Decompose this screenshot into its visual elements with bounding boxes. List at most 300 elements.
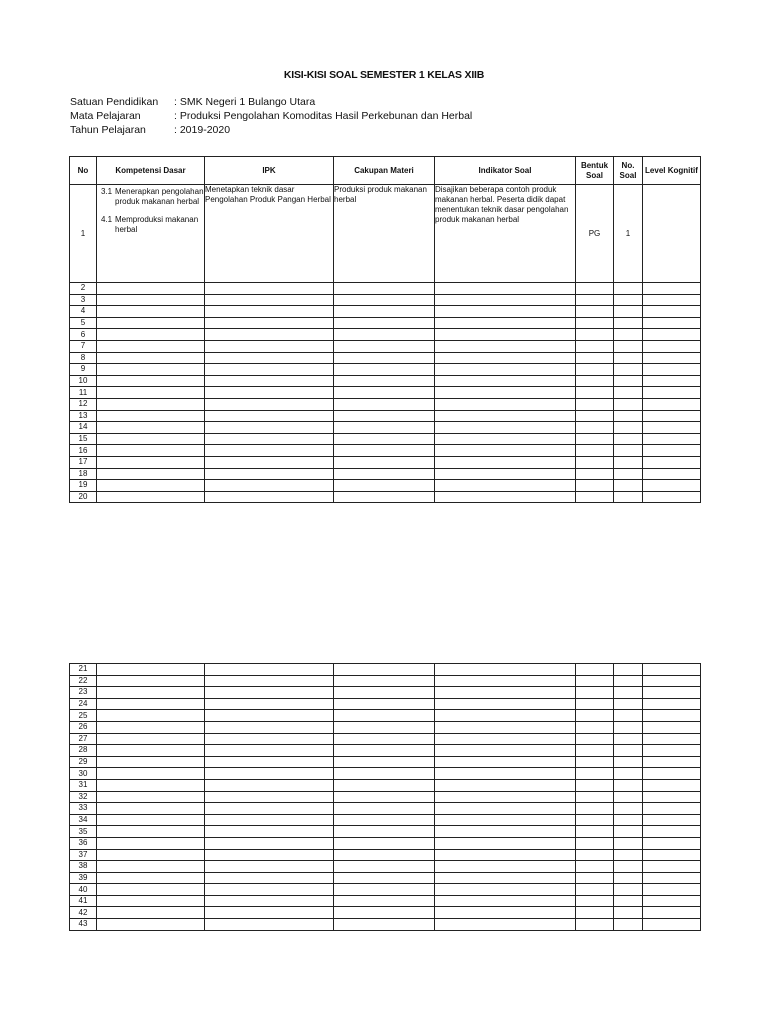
row-number: 23	[70, 687, 97, 699]
empty-cell	[334, 364, 435, 376]
empty-cell	[643, 675, 701, 687]
empty-cell	[576, 791, 614, 803]
empty-cell	[576, 756, 614, 768]
empty-cell	[205, 340, 334, 352]
empty-cell	[435, 803, 576, 815]
empty-cell	[205, 698, 334, 710]
empty-cell	[97, 872, 205, 884]
empty-cell	[435, 352, 576, 364]
empty-cell	[643, 710, 701, 722]
empty-cell	[576, 895, 614, 907]
empty-cell	[205, 861, 334, 873]
empty-cell	[334, 687, 435, 699]
empty-cell	[576, 814, 614, 826]
empty-cell	[97, 895, 205, 907]
table-row	[70, 329, 701, 341]
table-row	[70, 317, 701, 329]
empty-cell	[97, 826, 205, 838]
empty-cell	[614, 837, 643, 849]
empty-cell	[576, 721, 614, 733]
empty-cell	[435, 687, 576, 699]
empty-cell	[614, 456, 643, 468]
empty-cell	[435, 340, 576, 352]
empty-cell	[97, 294, 205, 306]
empty-cell	[205, 283, 334, 295]
meta-label: Satuan Pendidikan	[70, 96, 159, 108]
empty-cell	[97, 329, 205, 341]
empty-cell	[97, 791, 205, 803]
row-number: 13	[70, 410, 97, 422]
empty-cell	[576, 468, 614, 480]
kd-text: Menerapkan pengolahan produk makanan herbal	[115, 187, 204, 206]
empty-cell	[643, 491, 701, 503]
empty-cell	[334, 710, 435, 722]
empty-cell	[205, 710, 334, 722]
empty-cell	[614, 340, 643, 352]
empty-cell	[643, 895, 701, 907]
row-number: 21	[70, 664, 97, 676]
empty-cell	[334, 803, 435, 815]
meta-satuan-pendidikan	[70, 95, 472, 109]
empty-cell	[97, 687, 205, 699]
empty-cell	[205, 491, 334, 503]
empty-cell	[97, 398, 205, 410]
empty-cell	[643, 340, 701, 352]
empty-cell	[614, 294, 643, 306]
empty-cell	[576, 733, 614, 745]
empty-cell	[614, 480, 643, 492]
empty-cell	[576, 329, 614, 341]
empty-cell	[614, 375, 643, 387]
empty-cell	[205, 814, 334, 826]
empty-cell	[334, 814, 435, 826]
row-number: 18	[70, 468, 97, 480]
kisi-kisi-table-page-2	[69, 663, 701, 931]
row-number: 4	[70, 306, 97, 318]
empty-cell	[435, 791, 576, 803]
empty-cell	[643, 422, 701, 434]
meta-mata-pelajaran	[70, 109, 472, 123]
empty-cell	[205, 791, 334, 803]
row-number: 39	[70, 872, 97, 884]
empty-cell	[576, 849, 614, 861]
empty-cell	[97, 433, 205, 445]
header-cakupan-materi: Cakupan Materi	[334, 157, 435, 185]
empty-cell	[334, 675, 435, 687]
row-number: 24	[70, 698, 97, 710]
header-no: No	[70, 157, 97, 185]
empty-cell	[205, 410, 334, 422]
header-no-soal: No. Soal	[614, 157, 643, 185]
empty-cell	[97, 907, 205, 919]
empty-cell	[435, 872, 576, 884]
empty-cell	[643, 803, 701, 815]
empty-cell	[205, 294, 334, 306]
row-number: 33	[70, 803, 97, 815]
meta-value: : SMK Negeri 1 Bulango Utara	[174, 96, 316, 108]
document-title: KISI-KISI SOAL SEMESTER 1 KELAS XIIB	[283, 69, 485, 81]
empty-cell	[334, 733, 435, 745]
empty-cell	[334, 445, 435, 457]
row-number: 5	[70, 317, 97, 329]
cakupan-materi-cell: Produksi produk makanan herbal	[334, 185, 435, 283]
empty-cell	[205, 433, 334, 445]
empty-cell	[334, 768, 435, 780]
empty-cell	[643, 387, 701, 399]
empty-cell	[614, 907, 643, 919]
level-kognitif-cell	[643, 185, 701, 283]
indikator-soal-cell: Disajikan beberapa contoh produk makanan herbal. Peserta didik dapat menentukan teknik dasar pengolahan produk makanan herbal	[435, 185, 576, 283]
empty-cell	[576, 803, 614, 815]
empty-cell	[97, 364, 205, 376]
empty-cell	[97, 387, 205, 399]
empty-cell	[643, 745, 701, 757]
row-number: 28	[70, 745, 97, 757]
empty-cell	[334, 491, 435, 503]
empty-cell	[97, 919, 205, 931]
empty-cell	[576, 491, 614, 503]
empty-cell	[576, 445, 614, 457]
empty-cell	[334, 919, 435, 931]
empty-cell	[435, 698, 576, 710]
empty-cell	[334, 317, 435, 329]
empty-cell	[97, 721, 205, 733]
row-number: 14	[70, 422, 97, 434]
empty-cell	[97, 861, 205, 873]
empty-cell	[614, 745, 643, 757]
empty-cell	[97, 849, 205, 861]
meta-label: Mata Pelajaran	[70, 110, 141, 122]
empty-cell	[614, 768, 643, 780]
row-number: 31	[70, 779, 97, 791]
empty-cell	[205, 317, 334, 329]
empty-cell	[97, 733, 205, 745]
empty-cell	[205, 306, 334, 318]
kompetensi-dasar-cell	[97, 185, 205, 283]
row-number: 30	[70, 768, 97, 780]
header-ipk: IPK	[205, 157, 334, 185]
empty-cell	[435, 779, 576, 791]
row-number: 2	[70, 283, 97, 295]
empty-cell	[576, 826, 614, 838]
empty-cell	[435, 410, 576, 422]
empty-cell	[643, 480, 701, 492]
empty-cell	[97, 756, 205, 768]
empty-cell	[576, 422, 614, 434]
row-number: 36	[70, 837, 97, 849]
empty-cell	[614, 872, 643, 884]
empty-cell	[97, 675, 205, 687]
empty-cell	[576, 745, 614, 757]
empty-cell	[205, 445, 334, 457]
empty-cell	[643, 664, 701, 676]
row-number: 40	[70, 884, 97, 896]
empty-cell	[97, 837, 205, 849]
empty-cell	[205, 398, 334, 410]
row-number: 37	[70, 849, 97, 861]
row-number: 12	[70, 398, 97, 410]
empty-cell	[576, 675, 614, 687]
empty-cell	[334, 664, 435, 676]
empty-cell	[435, 664, 576, 676]
empty-cell	[614, 791, 643, 803]
empty-cell	[614, 352, 643, 364]
row-number: 10	[70, 375, 97, 387]
table-header-row	[70, 157, 701, 185]
row-number: 3	[70, 294, 97, 306]
empty-cell	[576, 306, 614, 318]
empty-cell	[435, 480, 576, 492]
kd-text: Memproduksi makanan herbal	[115, 215, 199, 234]
empty-cell	[643, 907, 701, 919]
empty-cell	[614, 710, 643, 722]
table-row	[70, 861, 701, 873]
empty-cell	[614, 733, 643, 745]
empty-cell	[435, 364, 576, 376]
empty-cell	[576, 387, 614, 399]
table-row	[70, 919, 701, 931]
empty-cell	[205, 803, 334, 815]
empty-cell	[334, 791, 435, 803]
empty-cell	[576, 919, 614, 931]
empty-cell	[97, 779, 205, 791]
empty-cell	[97, 814, 205, 826]
row-number: 26	[70, 721, 97, 733]
empty-cell	[435, 375, 576, 387]
row-number: 19	[70, 480, 97, 492]
empty-cell	[643, 294, 701, 306]
empty-cell	[614, 422, 643, 434]
table-row	[70, 884, 701, 896]
empty-cell	[205, 456, 334, 468]
table-row	[70, 791, 701, 803]
no-soal-cell: 1	[614, 185, 643, 283]
empty-cell	[614, 698, 643, 710]
empty-cell	[334, 698, 435, 710]
empty-cell	[205, 837, 334, 849]
empty-cell	[334, 306, 435, 318]
empty-cell	[614, 779, 643, 791]
empty-cell	[576, 456, 614, 468]
table-row	[70, 698, 701, 710]
empty-cell	[205, 779, 334, 791]
empty-cell	[97, 456, 205, 468]
empty-cell	[643, 375, 701, 387]
table-row	[70, 468, 701, 480]
empty-cell	[435, 907, 576, 919]
empty-cell	[576, 375, 614, 387]
empty-cell	[435, 814, 576, 826]
empty-cell	[205, 375, 334, 387]
empty-cell	[205, 364, 334, 376]
table-row	[70, 340, 701, 352]
empty-cell	[576, 664, 614, 676]
empty-cell	[614, 283, 643, 295]
empty-cell	[97, 445, 205, 457]
row-number: 7	[70, 340, 97, 352]
empty-cell	[614, 387, 643, 399]
header-kompetensi-dasar: Kompetensi Dasar	[97, 157, 205, 185]
table-row	[70, 710, 701, 722]
empty-cell	[643, 919, 701, 931]
header-level-kognitif: Level Kognitif	[643, 157, 701, 185]
empty-cell	[614, 433, 643, 445]
row-number: 29	[70, 756, 97, 768]
empty-cell	[334, 721, 435, 733]
empty-cell	[97, 317, 205, 329]
empty-cell	[205, 768, 334, 780]
empty-cell	[643, 756, 701, 768]
empty-cell	[334, 907, 435, 919]
row-number: 11	[70, 387, 97, 399]
empty-cell	[435, 283, 576, 295]
empty-cell	[435, 710, 576, 722]
empty-cell	[576, 352, 614, 364]
empty-cell	[205, 884, 334, 896]
row-number: 34	[70, 814, 97, 826]
empty-cell	[97, 375, 205, 387]
empty-cell	[643, 768, 701, 780]
empty-cell	[643, 398, 701, 410]
empty-cell	[643, 468, 701, 480]
empty-cell	[205, 745, 334, 757]
empty-cell	[435, 387, 576, 399]
empty-cell	[643, 872, 701, 884]
empty-cell	[435, 768, 576, 780]
empty-cell	[334, 294, 435, 306]
empty-cell	[576, 884, 614, 896]
empty-cell	[614, 675, 643, 687]
table-row	[70, 445, 701, 457]
empty-cell	[205, 733, 334, 745]
row-number: 15	[70, 433, 97, 445]
empty-cell	[97, 480, 205, 492]
empty-cell	[576, 779, 614, 791]
row-number: 8	[70, 352, 97, 364]
empty-cell	[435, 895, 576, 907]
empty-cell	[435, 433, 576, 445]
row-number: 9	[70, 364, 97, 376]
table-row	[70, 433, 701, 445]
empty-cell	[97, 491, 205, 503]
empty-cell	[643, 884, 701, 896]
empty-cell	[614, 687, 643, 699]
empty-cell	[435, 445, 576, 457]
empty-cell	[334, 884, 435, 896]
empty-cell	[334, 422, 435, 434]
table-row	[70, 185, 701, 283]
empty-cell	[643, 791, 701, 803]
empty-cell	[334, 480, 435, 492]
row-number: 41	[70, 895, 97, 907]
table-row	[70, 814, 701, 826]
empty-cell	[435, 849, 576, 861]
empty-cell	[614, 895, 643, 907]
empty-cell	[643, 445, 701, 457]
empty-cell	[614, 814, 643, 826]
table-row	[70, 745, 701, 757]
empty-cell	[614, 884, 643, 896]
empty-cell	[435, 398, 576, 410]
empty-cell	[576, 317, 614, 329]
kisi-kisi-table-page-1	[69, 156, 701, 503]
empty-cell	[205, 826, 334, 838]
empty-cell	[643, 698, 701, 710]
empty-cell	[576, 294, 614, 306]
empty-cell	[576, 710, 614, 722]
empty-cell	[576, 410, 614, 422]
empty-cell	[97, 283, 205, 295]
empty-cell	[334, 849, 435, 861]
meta-value: : Produksi Pengolahan Komoditas Hasil Perkebunan dan Herbal	[174, 110, 473, 122]
empty-cell	[435, 826, 576, 838]
row-number: 32	[70, 791, 97, 803]
empty-cell	[435, 468, 576, 480]
empty-cell	[435, 756, 576, 768]
row-number: 22	[70, 675, 97, 687]
empty-cell	[614, 445, 643, 457]
empty-cell	[205, 895, 334, 907]
empty-cell	[643, 352, 701, 364]
empty-cell	[334, 872, 435, 884]
empty-cell	[614, 721, 643, 733]
empty-cell	[334, 861, 435, 873]
meta-label: Tahun Pelajaran	[70, 124, 146, 136]
empty-cell	[614, 826, 643, 838]
table-row	[70, 803, 701, 815]
empty-cell	[205, 675, 334, 687]
empty-cell	[205, 872, 334, 884]
empty-cell	[205, 352, 334, 364]
empty-cell	[334, 779, 435, 791]
empty-cell	[334, 826, 435, 838]
table-row	[70, 306, 701, 318]
meta-value: : 2019-2020	[174, 124, 231, 136]
kd-number: 4.1	[101, 215, 113, 224]
empty-cell	[614, 664, 643, 676]
empty-cell	[576, 698, 614, 710]
empty-cell	[435, 317, 576, 329]
row-number: 42	[70, 907, 97, 919]
table-row	[70, 398, 701, 410]
table-row	[70, 837, 701, 849]
empty-cell	[643, 410, 701, 422]
row-number: 35	[70, 826, 97, 838]
row-number: 17	[70, 456, 97, 468]
empty-cell	[614, 329, 643, 341]
empty-cell	[643, 306, 701, 318]
empty-cell	[205, 721, 334, 733]
empty-cell	[205, 664, 334, 676]
empty-cell	[97, 422, 205, 434]
empty-cell	[643, 456, 701, 468]
empty-cell	[334, 756, 435, 768]
empty-cell	[97, 352, 205, 364]
table-row	[70, 410, 701, 422]
empty-cell	[205, 919, 334, 931]
table-row	[70, 872, 701, 884]
empty-cell	[576, 340, 614, 352]
empty-cell	[435, 306, 576, 318]
empty-cell	[97, 803, 205, 815]
row-number: 27	[70, 733, 97, 745]
row-number: 16	[70, 445, 97, 457]
empty-cell	[643, 317, 701, 329]
empty-cell	[435, 919, 576, 931]
empty-cell	[643, 283, 701, 295]
empty-cell	[334, 352, 435, 364]
empty-cell	[334, 398, 435, 410]
